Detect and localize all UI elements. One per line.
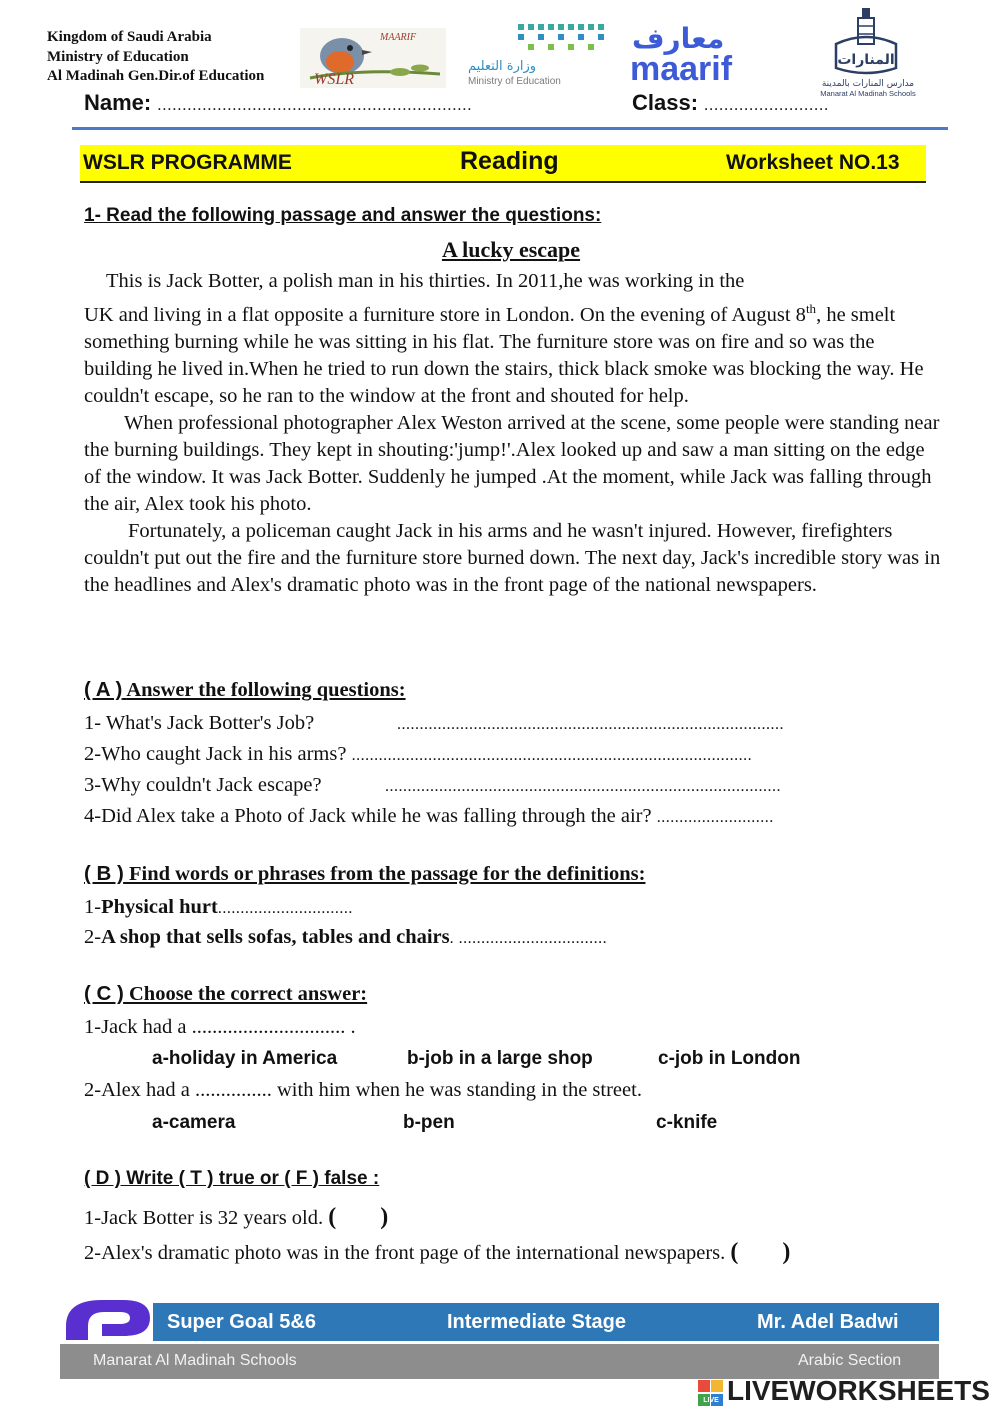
part-d-statement-2: 2-Alex's dramatic photo was in the front page of the international newspapers. ( ) <box>84 1239 791 1265</box>
part-a-answer-1[interactable]: ...................................................................................... <box>397 716 784 733</box>
footer-teacher: Mr. Adel Badwi <box>757 1311 899 1333</box>
part-b-heading: ( B ) Find words or phrases from the passage for the definitions: <box>84 862 646 885</box>
reading-instruction: 1- Read the following passage and answer the questions: <box>84 205 602 226</box>
part-c-q1-option-a[interactable]: a-holiday in America <box>152 1048 338 1069</box>
part-a-answer-4[interactable]: .......................... <box>656 809 774 826</box>
class-label: Class: <box>632 90 699 115</box>
footer-swoosh-icon <box>62 1296 154 1342</box>
footer-stage: Intermediate Stage <box>447 1311 626 1333</box>
part-c-q1-option-b[interactable]: b-job in a large shop <box>407 1048 593 1069</box>
ministry-header <box>47 28 264 87</box>
passage-paragraph-2: When professional photographer Alex Weston arrived at the scene, some people were standing near the burning buildings. They kept in shouting:'jump!'.Alex looked up and saw a man sitting on the edge of the window. It was Jack Botter. Suddenly he jumped .At the moment, while Jack was falling through the air, Alex took his photo. <box>84 411 940 515</box>
part-b-answer-1[interactable]: .............................. <box>217 900 353 917</box>
manarat-english-name: Manarat Al Madinah Schools <box>820 89 916 98</box>
part-c-question-2: 2-Alex had a ............... with him when he was standing in the street. <box>84 1079 642 1101</box>
svg-text:LIVE: LIVE <box>703 1397 719 1404</box>
svg-text:المنارات: المنارات <box>837 52 895 68</box>
reading-passage <box>84 268 944 599</box>
liveworksheets-badge-icon <box>698 1380 724 1408</box>
header-ministry: Ministry of Education <box>47 48 189 65</box>
liveworksheets-brand[interactable]: LIVEWORKSHEETS <box>727 1375 990 1406</box>
name-label: Name: <box>84 90 152 115</box>
part-a-question-4: 4-Did Alex take a Photo of Jack while he was falling through the air? .......................... <box>84 805 774 827</box>
part-d-answer-box-1[interactable]: ( ) <box>328 1204 389 1230</box>
part-c-q2-option-a[interactable]: a-camera <box>152 1112 236 1133</box>
worksheet-banner <box>80 145 926 183</box>
moe-arabic-name: وزارة التعليم <box>468 59 537 74</box>
part-b-answer-2[interactable]: . ................................. <box>449 930 608 947</box>
class-input-line[interactable]: ......................... <box>704 97 830 114</box>
manarat-schools-logo <box>800 6 936 98</box>
part-d-heading: ( D ) Write ( T ) true or ( F ) false : <box>84 1168 380 1189</box>
part-a-heading: ( A ) Answer the following questions: <box>84 678 406 701</box>
maarif-logo <box>628 18 778 88</box>
banner-subject: Reading <box>460 147 559 175</box>
banner-programme: WSLR PROGRAMME <box>83 151 292 174</box>
part-c-question-1: 1-Jack had a .............................. . <box>84 1016 356 1038</box>
wslr-logo-small: MAARIF <box>380 32 417 43</box>
moe-english-name: Ministry of Education <box>468 76 561 86</box>
part-c-q2-option-c[interactable]: c-knife <box>656 1112 718 1133</box>
footer-info-bar <box>153 1303 939 1341</box>
maarif-english: maarif <box>630 50 733 88</box>
ministry-of-education-logo <box>466 22 618 86</box>
manarat-arabic-name: مدارس المنارات بالمدينة <box>821 79 915 89</box>
part-a-answer-3[interactable]: ........................................................................................ <box>385 778 781 795</box>
header-directorate: Al Madinah Gen.Dir.of Education <box>47 68 265 84</box>
footer-school-bar <box>60 1344 939 1379</box>
part-b-definition-2: 2-A shop that sells sofas, tables and chairs. ................................. <box>84 926 608 948</box>
passage-paragraph-3: Fortunately, a policeman caught Jack in his arms and he wasn't injured. However, firefighters couldn't put out the fire and the furniture store burned down. The next day, Jack's incredible story was in the headlines and Alex's dramatic photo was in the front page of the national newspapers. <box>84 519 941 596</box>
part-a-question-1: 1- What's Jack Botter's Job? <box>84 712 315 734</box>
passage-paragraph-1: This is Jack Botter, a polish man in his thirties. In 2011,he was working in the UK and living in a flat opposite a furniture store in London. On the evening of August 8th, he smelt something burning while he was sitting in his flat. The furniture store was on fire and so was the building he lived in.When he tried to run down the stairs, thick black smoke was blocking the way. He couldn't escape, so he ran to the window at the front and shouted for help. <box>84 270 924 407</box>
footer-school: Manarat Al Madinah Schools <box>93 1352 297 1369</box>
wslr-logo-text: WSLR <box>314 71 354 88</box>
wslr-bird-logo <box>300 28 446 88</box>
part-a-answer-2[interactable]: ......................................................................................... <box>351 747 753 764</box>
header-kingdom: Kingdom of Saudi Arabia <box>47 29 212 45</box>
part-d-statement-1: 1-Jack Botter is 32 years old. ( ) <box>84 1204 389 1230</box>
passage-title: A lucky escape <box>441 237 581 262</box>
part-d-answer-box-2[interactable]: ( ) <box>730 1239 791 1265</box>
part-a-question-3: 3-Why couldn't Jack escape? <box>84 774 322 796</box>
footer-section: Arabic Section <box>798 1352 902 1369</box>
part-c-q1-option-c[interactable]: c-job in London <box>658 1048 801 1069</box>
footer-book: Super Goal 5&6 <box>167 1311 316 1333</box>
banner-worksheet-number: Worksheet NO.13 <box>726 151 900 174</box>
name-field-row <box>84 90 472 116</box>
part-a-question-2: 2-Who caught Jack in his arms? ......................................................................................... <box>84 743 753 765</box>
part-c-heading: ( C ) Choose the correct answer: <box>84 982 368 1005</box>
class-field-row <box>632 90 829 116</box>
name-input-line[interactable]: ............................................................... <box>157 97 473 114</box>
header-divider <box>72 127 948 130</box>
part-b-definition-1: 1-Physical hurt.............................. <box>84 896 353 918</box>
maarif-arabic: معارف <box>632 22 725 55</box>
part-c-q2-option-b[interactable]: b-pen <box>403 1112 455 1133</box>
